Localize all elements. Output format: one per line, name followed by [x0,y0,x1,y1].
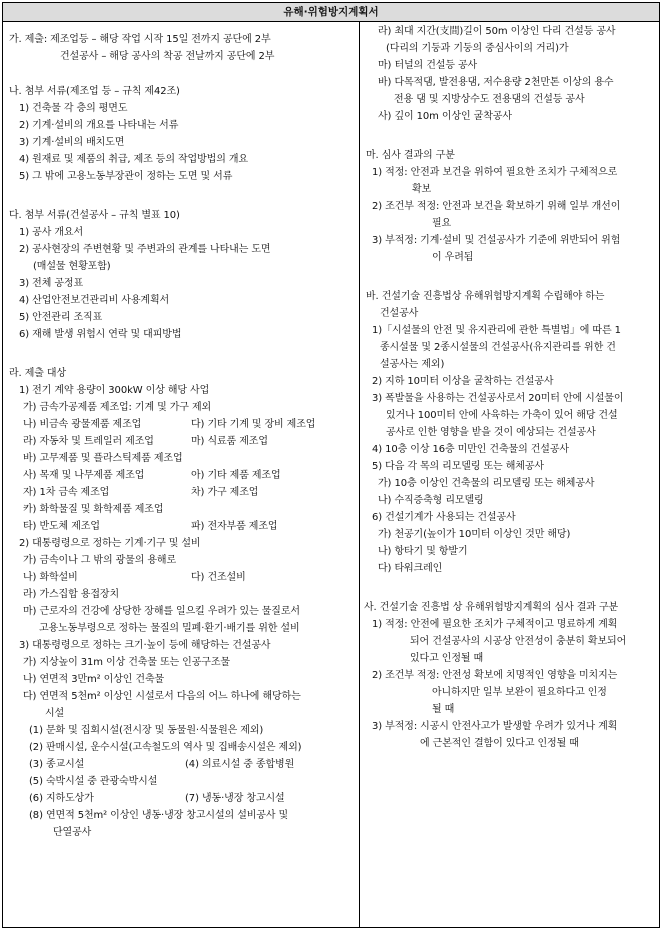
left-text-line: 2) 기계·설비의 개요를 나타내는 서류 [19,120,179,131]
left-text-line: 마) 근로자의 건강에 상당한 장해를 일으킬 우려가 있는 물질로서 [23,606,300,617]
left-text-line: 라) 가스집합 용접장치 [23,589,119,600]
right-text-line: 있거나 100미터 안에 사육하는 가축이 있어 해당 건설 [386,410,618,421]
right-text-line: 확보 [412,184,432,195]
left-text-line: 가) 지상높이 31m 이상 건축물 또는 인공구조물 [23,657,230,668]
left-text-line: 자) 1차 금속 제조업 [23,487,110,498]
right-text-line: 이 우려됨 [432,252,474,263]
left-text-line: 나) 화학설비 [23,572,78,583]
right-text-line: 3) 부적정: 기계·설비 및 건설공사가 기준에 위반되어 위험 [372,235,621,246]
left-text-line: 시설 [45,708,65,719]
right-text-line: 다) 타워크레인 [378,563,443,574]
left-text-line: (3) 종교시설 [29,759,85,770]
left-text-line: 마) 식료품 제조업 [191,436,268,447]
left-text-line: 1) 공사 개요서 [19,227,84,238]
right-text-line: 가) 10층 이상인 건축물의 리모델링 또는 해체공사 [378,478,595,489]
left-text-line: 바) 고무제품 및 플라스틱제품 제조업 [23,453,183,464]
left-text-line: 다) 연면적 5천m² 이상인 시설로서 다음의 어느 하나에 해당하는 [23,691,301,702]
left-text-line: 6) 재해 발생 위험시 연락 및 대피방법 [19,329,182,340]
right-text-line: 1) 적정: 안전과 보건을 위하여 필요한 조치가 구체적으로 [372,167,618,178]
right-text-line: 있다고 인정될 때 [410,653,484,664]
document-title: 유해·위험방지계획서 [3,3,659,22]
left-text-line: 다) 기타 기계 및 장비 제조업 [191,419,316,430]
left-text-line: 라) 자동차 및 트레일러 제조업 [23,436,154,447]
left-text-line: (1) 문화 및 집회시설(전시장 및 동물원·식물원은 제외) [29,725,264,736]
left-text-line: 5) 안전관리 조직표 [19,312,103,323]
right-text-line: 전용 댐 및 지방상수도 전용댐의 건설등 공사 [394,94,585,105]
right-text-line: 라) 최대 지간(支間)길이 50m 이상인 다리 건설등 공사 [378,26,616,37]
right-text-line: 사. 건설기술 진흥법 상 유해위험방지계획의 심사 결과 구분 [364,602,619,613]
left-text-line: (2) 판매시설, 운수시설(고속철도의 역사 및 집배송시설은 제외) [29,742,302,753]
left-text-line: 1) 건축물 각 층의 평면도 [19,103,128,114]
left-text-line: 가) 금속가공제품 제조업: 기계 및 가구 제외 [23,402,212,413]
left-text-line: (4) 의료시설 중 종합병원 [185,759,295,770]
right-text-line: 건설공사 [380,308,419,319]
left-text-line: (8) 연면적 5천m² 이상인 냉동·냉장 창고시설의 설비공사 및 [29,810,289,821]
left-text-line: 나) 비금속 광물제품 제조업 [23,419,142,430]
left-text-line: 사) 목재 및 나무제품 제조업 [23,470,145,481]
right-text-line: 가) 천공기(높이가 10미터 이상인 것만 해당) [378,529,571,540]
right-text-line: 나) 항타기 및 항발기 [378,546,468,557]
right-text-line: 되어 건설공사의 시공상 안전성이 충분히 확보되어 [410,636,627,647]
left-text-line: (6) 지하도상가 [29,793,94,804]
left-text-line: 타) 반도체 제조업 [23,521,100,532]
left-text-line: 나. 첨부 서류(제조업 등 – 규칙 제42조) [9,86,180,97]
right-text-line: 사) 깊이 10m 이상인 굴착공사 [378,111,512,122]
right-text-line: 2) 지하 10미터 이상을 굴착하는 건설공사 [372,376,554,387]
right-text-line: 설공사는 제외) [380,359,445,370]
left-text-line: 아) 기타 제품 제조업 [191,470,281,481]
right-text-line: 나) 수직증축형 리모델링 [378,495,484,506]
left-text-line: (5) 숙박시설 중 관광숙박시설 [29,776,158,787]
left-text-line: 2) 대통령령으로 정하는 기계·기구 및 설비 [19,538,201,549]
right-text-line: 1)「시설물의 안전 및 유지관리에 관한 특별법」에 따른 1 [372,325,621,336]
left-text-line: 3) 기계·설비의 배치도면 [19,137,125,148]
right-text-line: 필요 [432,218,452,229]
left-text-line: 2) 공사현장의 주변현황 및 주변과의 관계를 나타내는 도면 [19,244,271,255]
document-frame [2,2,660,928]
left-text-line: 단열공사 [53,827,92,838]
right-text-line: (다리의 기둥과 기둥의 중심사이의 거리)가 [386,43,569,54]
column-divider [359,21,360,927]
right-text-line: 마) 터널의 건설등 공사 [378,60,478,71]
left-text-line: (7) 냉동·냉장 창고시설 [185,793,285,804]
right-text-line: 마. 심사 결과의 구분 [366,150,455,161]
right-text-line: 바. 건설기술 진흥법상 유해위험방지계획 수립해야 하는 [366,291,605,302]
left-text-line: 고용노동부령으로 정하는 물질의 밀폐·환기·배기를 위한 설비 [39,623,300,634]
right-text-line: 3) 폭발물을 사용하는 건설공사로서 20미터 안에 시설물이 [372,393,624,404]
right-text-line: 4) 10층 이상 16층 미만인 건축물의 건설공사 [372,444,569,455]
right-text-line: 에 근본적인 결함이 있다고 인정될 때 [420,738,579,749]
right-text-line: 될 때 [432,704,455,715]
right-text-line: 아니하지만 일부 보완이 필요하다고 인정 [432,687,607,698]
right-text-line: 바) 다목적댐, 발전용댐, 저수용량 2천만톤 이상의 용수 [378,77,614,88]
right-text-line: 1) 적정: 안전에 필요한 조치가 구체적이고 명료하게 계획 [372,619,618,630]
left-text-line: 파) 전자부품 제조업 [191,521,278,532]
right-text-line: 2) 조건부 적정: 안전과 보건을 확보하기 위해 일부 개선이 [372,201,621,212]
left-text-line: 라. 제출 대상 [9,368,67,379]
left-text-line: 다) 건조설비 [191,572,246,583]
left-text-line: 5) 그 밖에 고용노동부장관이 정하는 도면 및 서류 [19,171,233,182]
left-text-line: (매설물 현황포함) [33,261,111,272]
right-text-line: 5) 다음 각 목의 리모델링 또는 해체공사 [372,461,544,472]
left-text-line: 3) 전체 공정표 [19,278,84,289]
right-text-line: 공사로 인한 영향을 받을 것이 예상되는 건설공사 [386,427,596,438]
left-text-line: 1) 전기 계약 용량이 300kW 이상 해당 사업 [19,385,210,396]
left-text-line: 가) 금속이나 그 밖의 광물의 용해로 [23,555,177,566]
right-text-line: 종시설물 및 2종시설물의 건설공사(유지관리를 위한 건 [380,342,616,353]
left-text-line: 건설공사 – 해당 공사의 착공 전날까지 공단에 2부 [60,51,275,62]
right-text-line: 2) 조건부 적정: 안전성 확보에 치명적인 영향을 미치지는 [372,670,618,681]
left-text-line: 나) 연면적 3만m² 이상인 건축물 [23,674,165,685]
left-text-line: 다. 첨부 서류(건설공사 – 규칙 별표 10) [9,210,180,221]
left-text-line: 차) 가구 제조업 [191,487,259,498]
left-text-line: 3) 대통령령으로 정하는 크기·높이 등에 해당하는 건설공사 [19,640,271,651]
left-text-line: 카) 화학물질 및 화학제품 제조업 [23,504,164,515]
right-text-line: 3) 부적정: 시공시 안전사고가 발생할 우려가 있거나 계획 [372,721,618,732]
right-text-line: 6) 건설기계가 사용되는 건설공사 [372,512,516,523]
left-text-line: 가. 제출: 제조업등 – 해당 작업 시작 15일 전까지 공단에 2부 [9,34,271,45]
left-text-line: 4) 원재료 및 제품의 취급, 제조 등의 작업방법의 개요 [19,154,248,165]
left-text-line: 4) 산업안전보건관리비 사용계획서 [19,295,170,306]
